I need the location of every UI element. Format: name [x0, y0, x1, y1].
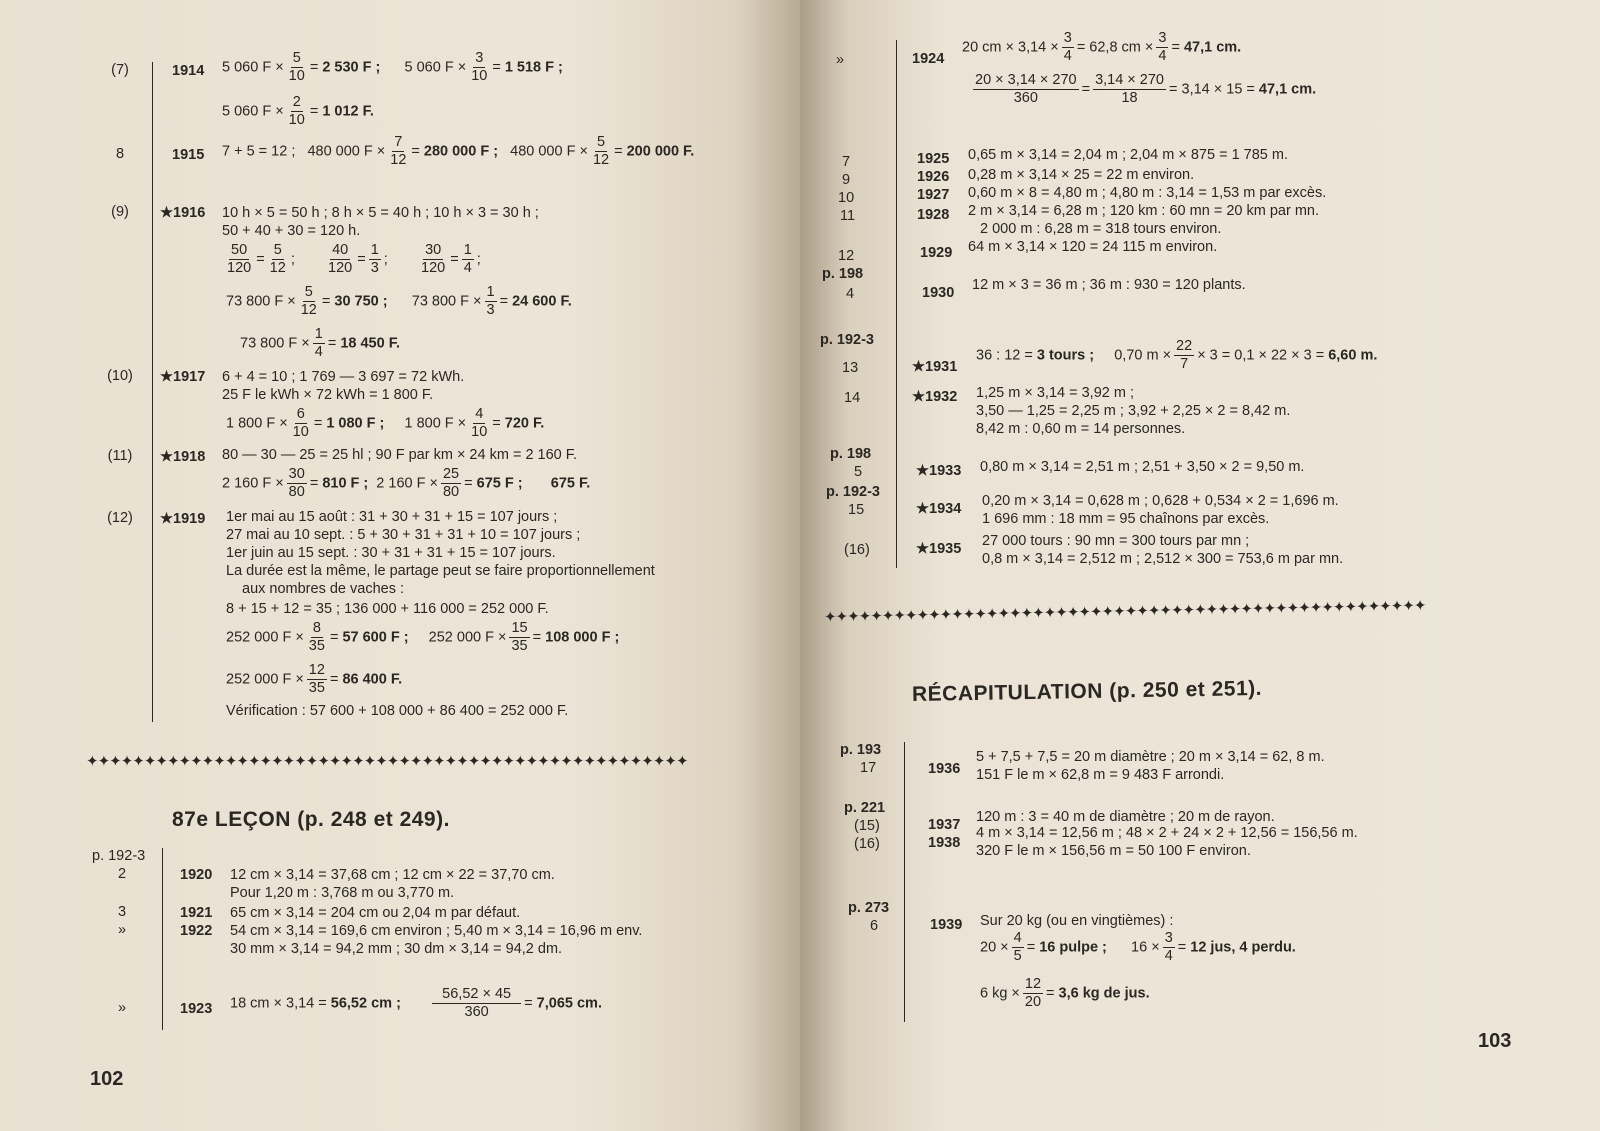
exercise-number: 1930 [922, 285, 955, 301]
exercise-line: 6 kg × $\frac{12}{20}$ = 3,6 kg de jus. [980, 976, 1150, 1010]
exercise-ref: 13 [842, 360, 859, 376]
exercise-line: Pour 1,20 m : 3,768 m ou 3,770 m. [230, 885, 455, 901]
exercise-line: 30 mm × 3,14 = 94,2 mm ; 30 dm × 3,14 = 94,2 dm. [230, 941, 563, 957]
exercise-ref: (11) [107, 448, 133, 464]
exercise-number: 1929 [920, 245, 953, 261]
exercise-line: 151 F le m × 62,8 m = 9 483 F arrondi. [976, 767, 1225, 783]
exercise-ref: (10) [107, 368, 133, 384]
exercise-number: 1928 [917, 207, 950, 223]
exercise-number: ★1934 [916, 501, 962, 517]
page-ref: p. 192-3 [820, 332, 874, 348]
exercise-line: 1,25 m × 3,14 = 3,92 m ; [976, 385, 1134, 401]
exercise-line: 5 + 7,5 + 7,5 = 20 m diamètre ; 20 m × 3,14 = 62, 8 m. [976, 749, 1325, 765]
exercise-line: La durée est la même, le partage peut se faire proportionnellement [226, 563, 655, 579]
exercise-ref: 15 [848, 502, 865, 518]
exercise-ref: 5 [854, 464, 863, 480]
exercise-number: ★1918 [160, 449, 206, 465]
lesson-column-rule [162, 848, 163, 1030]
page-ref: p. 221 [844, 800, 886, 816]
exercise-ref: » [836, 52, 845, 68]
exercise-line: 2 160 F × $\frac{30}{80}$ = 810 F ; 2 160 F × $\frac{25}{80}$ = 675 F ; 675 F. [222, 466, 591, 500]
exercise-ref: (16) [854, 836, 880, 852]
exercise-line: 1er juin au 15 sept. : 30 + 31 + 31 + 15 = 107 jours. [226, 545, 556, 561]
exercise-line: 10 h × 5 = 50 h ; 8 h × 5 = 40 h ; 10 h × 3 = 30 h ; [222, 205, 539, 221]
exercise-number: 1925 [917, 151, 950, 167]
left-column-rule [152, 62, 153, 722]
exercise-line: 2 m × 3,14 = 6,28 m ; 120 km : 60 mn = 20 km par mn. [968, 203, 1319, 219]
exercise-number: 1923 [180, 1001, 213, 1017]
page-ref: p. 192-3 [92, 848, 146, 864]
exercise-line: 320 F le m × 156,56 m = 50 100 F environ. [976, 843, 1251, 859]
exercise-line: 8,42 m : 0,60 m = 14 personnes. [976, 421, 1186, 437]
page-number: 102 [90, 1068, 124, 1090]
exercise-line: 1 696 mm : 18 mm = 95 chaînons par excès. [982, 511, 1270, 527]
exercise-line: 1er mai au 15 août : 31 + 30 + 31 + 15 = 107 jours ; [226, 509, 558, 525]
exercise-line: 3,50 — 1,25 = 2,25 m ; 3,92 + 2,25 × 2 = 8,42 m. [976, 403, 1291, 419]
exercise-ref: 10 [838, 190, 855, 206]
exercise-ref: 9 [842, 172, 851, 188]
right-column-rule [896, 40, 897, 568]
star-divider: ✦✦✦✦✦✦✦✦✦✦✦✦✦✦✦✦✦✦✦✦✦✦✦✦✦✦✦✦✦✦✦✦✦✦✦✦✦✦✦✦✦✦✦✦✦✦✦✦✦✦✦✦ [86, 753, 688, 770]
exercise-ref: 7 [842, 154, 851, 170]
exercise-line: 12 cm × 3,14 = 37,68 cm ; 12 cm × 22 = 37,70 cm. [230, 867, 555, 883]
exercise-ref: 12 [838, 248, 855, 264]
exercise-line: 4 m × 3,14 = 12,56 m ; 48 × 2 + 24 × 2 + 12,56 = 156,56 m. [976, 825, 1358, 841]
exercise-number: 1924 [912, 51, 945, 67]
exercise-line: 64 m × 3,14 × 120 = 24 115 m environ. [968, 239, 1218, 255]
exercise-line: 0,20 m × 3,14 = 0,628 m ; 0,628 + 0,534 × 2 = 1,696 m. [982, 493, 1339, 509]
exercise-ref: (12) [107, 510, 133, 526]
exercise-ref: (9) [111, 204, 129, 220]
exercise-number: 1922 [180, 923, 213, 939]
exercise-number: 1926 [917, 169, 950, 185]
exercise-number: 1921 [180, 905, 213, 921]
exercise-ref: 11 [840, 208, 856, 224]
exercise-ref: » [118, 1000, 127, 1016]
exercise-number: 1939 [930, 917, 963, 933]
exercise-line: 50 + 40 + 30 = 120 h. [222, 223, 361, 239]
exercise-line: 0,8 m × 3,14 = 2,512 m ; 2,512 × 300 = 753,6 m par mn. [982, 551, 1344, 567]
exercise-ref: 2 [118, 866, 127, 882]
exercise-number: 1915 [172, 147, 205, 163]
lesson-heading: 87e LEÇON (p. 248 et 249). [172, 808, 450, 831]
exercise-line: 20 cm × 3,14 × $\frac{3}{4}$ = 62,8 cm × $\frac{3}{4}$ = 47,1 cm. [962, 30, 1242, 64]
recap-heading: RÉCAPITULATION (p. 250 et 251). [911, 676, 1263, 707]
page-number: 103 [1478, 1030, 1512, 1052]
exercise-line: 8 + 15 + 12 = 35 ; 136 000 + 116 000 = 252 000 F. [226, 601, 549, 617]
exercise-ref: 8 [115, 146, 125, 162]
exercise-number: 1937 [928, 817, 961, 833]
exercise-line: 65 cm × 3,14 = 204 cm ou 2,04 m par défaut. [230, 905, 521, 921]
exercise-ref: (15) [854, 818, 880, 834]
exercise-line: 27 mai au 10 sept. : 5 + 30 + 31 + 31 + 10 = 107 jours ; [226, 527, 581, 543]
right-page [800, 0, 1600, 1131]
exercise-line: 20 × $\frac{4}{5}$ = 16 pulpe ; 16 × $\frac{3}{4}$ = 12 jus, 4 perdu. [980, 930, 1296, 964]
exercise-line: 0,65 m × 3,14 = 2,04 m ; 2,04 m × 875 = 1 785 m. [968, 147, 1289, 163]
exercise-number: ★1935 [916, 541, 962, 557]
exercise-line: 0,60 m × 8 = 4,80 m ; 4,80 m : 3,14 = 1,53 m par excès. [968, 185, 1327, 201]
exercise-line: 27 000 tours : 90 mn = 300 tours par mn ; [982, 533, 1250, 549]
page-ref: p. 198 [830, 446, 872, 462]
exercise-line: 6 + 4 = 10 ; 1 769 — 3 697 = 72 kWh. [222, 369, 465, 385]
exercise-line: 252 000 F × $\frac{8}{35}$ = 57 600 F ; 252 000 F × $\frac{15}{35}$ = 108 000 F ; [226, 620, 620, 654]
page-ref: p. 198 [822, 266, 864, 282]
exercise-number: ★1932 [912, 389, 958, 405]
exercise-line: 36 : 12 = 3 tours ; 0,70 m × $\frac{22}{7}$ × 3 = 0,1 × 22 × 3 = 6,60 m. [976, 338, 1378, 372]
exercise-line: Sur 20 kg (ou en vingtièmes) : [980, 913, 1174, 929]
exercise-line: 120 m : 3 = 40 m de diamètre ; 20 m de rayon. [976, 809, 1275, 825]
exercise-number: ★1919 [160, 511, 206, 527]
page-ref: p. 193 [840, 742, 882, 758]
exercise-ref: (16) [844, 542, 870, 558]
exercise-line: $\frac{50}{120}$ = $\frac{5}{12}$ ; $\frac{40}{120}$ = $\frac{1}{3}$ ; $\frac{30}{120}$ = $\frac{1}{4}$ ; [227, 242, 481, 276]
exercise-line: 73 800 F × $\frac{1}{4}$ = 18 450 F. [240, 326, 400, 360]
exercise-line: 18 cm × 3,14 = 56,52 cm ; $\frac{56,52 \times 45}{360}$ = 7,065 cm. [230, 986, 602, 1020]
exercise-line: 12 m × 3 = 36 m ; 36 m : 930 = 120 plants. [972, 277, 1246, 293]
exercise-line: 73 800 F × $\frac{5}{12}$ = 30 750 ; 73 800 F × $\frac{1}{3}$ = 24 600 F. [226, 284, 572, 318]
exercise-line: 2 000 m : 6,28 m = 318 tours environ. [980, 221, 1222, 237]
exercise-line: 252 000 F × $\frac{12}{35}$ = 86 400 F. [226, 662, 403, 696]
exercise-number: 1914 [172, 63, 205, 79]
star-divider: ✦✦✦✦✦✦✦✦✦✦✦✦✦✦✦✦✦✦✦✦✦✦✦✦✦✦✦✦✦✦✦✦✦✦✦✦✦✦✦✦✦✦✦✦✦✦✦✦✦✦✦✦ [823, 597, 1426, 626]
exercise-line: 7 + 5 = 12 ; 480 000 F × $\frac{7}{12}$ = 280 000 F ; 480 000 F × $\frac{5}{12}$ = 200 000 F. [222, 134, 695, 168]
exercise-line: 0,80 m × 3,14 = 2,51 m ; 2,51 + 3,50 × 2 = 9,50 m. [980, 459, 1305, 475]
page-ref: p. 192-3 [826, 484, 880, 500]
exercise-line: 0,28 m × 3,14 × 25 = 22 m environ. [968, 167, 1195, 183]
exercise-number: 1927 [917, 187, 950, 203]
page-ref: p. 273 [848, 900, 890, 916]
exercise-ref: (7) [111, 62, 129, 78]
exercise-number: 1938 [928, 835, 961, 851]
exercise-ref: 4 [846, 286, 855, 302]
exercise-line: 80 — 30 — 25 = 25 hl ; 90 F par km × 24 km = 2 160 F. [222, 447, 578, 463]
exercise-line: 25 F le kWh × 72 kWh = 1 800 F. [222, 387, 434, 403]
exercise-line: $\frac{20 \times 3,14 \times 270}{360}$ = $\frac{3,14 \times 270}{18}$ = 3,14 × 15 = 47,1 cm. [975, 72, 1317, 106]
exercise-ref: 6 [870, 918, 879, 934]
recap-column-rule [904, 742, 905, 1022]
exercise-line: 54 cm × 3,14 = 169,6 cm environ ; 5,40 m × 3,14 = 16,96 m env. [230, 923, 643, 939]
exercise-ref: 17 [860, 760, 877, 776]
exercise-line: Vérification : 57 600 + 108 000 + 86 400 = 252 000 F. [226, 703, 569, 719]
exercise-number: ★1933 [916, 463, 962, 479]
exercise-line: aux nombres de vaches : [242, 581, 405, 597]
exercise-ref: 3 [118, 904, 127, 920]
exercise-number: 1920 [180, 867, 213, 883]
exercise-ref: » [118, 922, 127, 938]
exercise-number: 1936 [928, 761, 961, 777]
exercise-number: ★1917 [160, 369, 206, 385]
exercise-number: ★1931 [912, 359, 958, 375]
exercise-line: 5 060 F × $\frac{5}{10}$ = 2 530 F ; 5 060 F × $\frac{3}{10}$ = 1 518 F ; [222, 50, 563, 84]
exercise-ref: 14 [844, 390, 861, 406]
exercise-line: 1 800 F × $\frac{6}{10}$ = 1 080 F ; 1 800 F × $\frac{4}{10}$ = 720 F. [226, 406, 545, 440]
exercise-line: 5 060 F × $\frac{2}{10}$ = 1 012 F. [222, 94, 374, 128]
exercise-number: ★1916 [160, 205, 206, 221]
